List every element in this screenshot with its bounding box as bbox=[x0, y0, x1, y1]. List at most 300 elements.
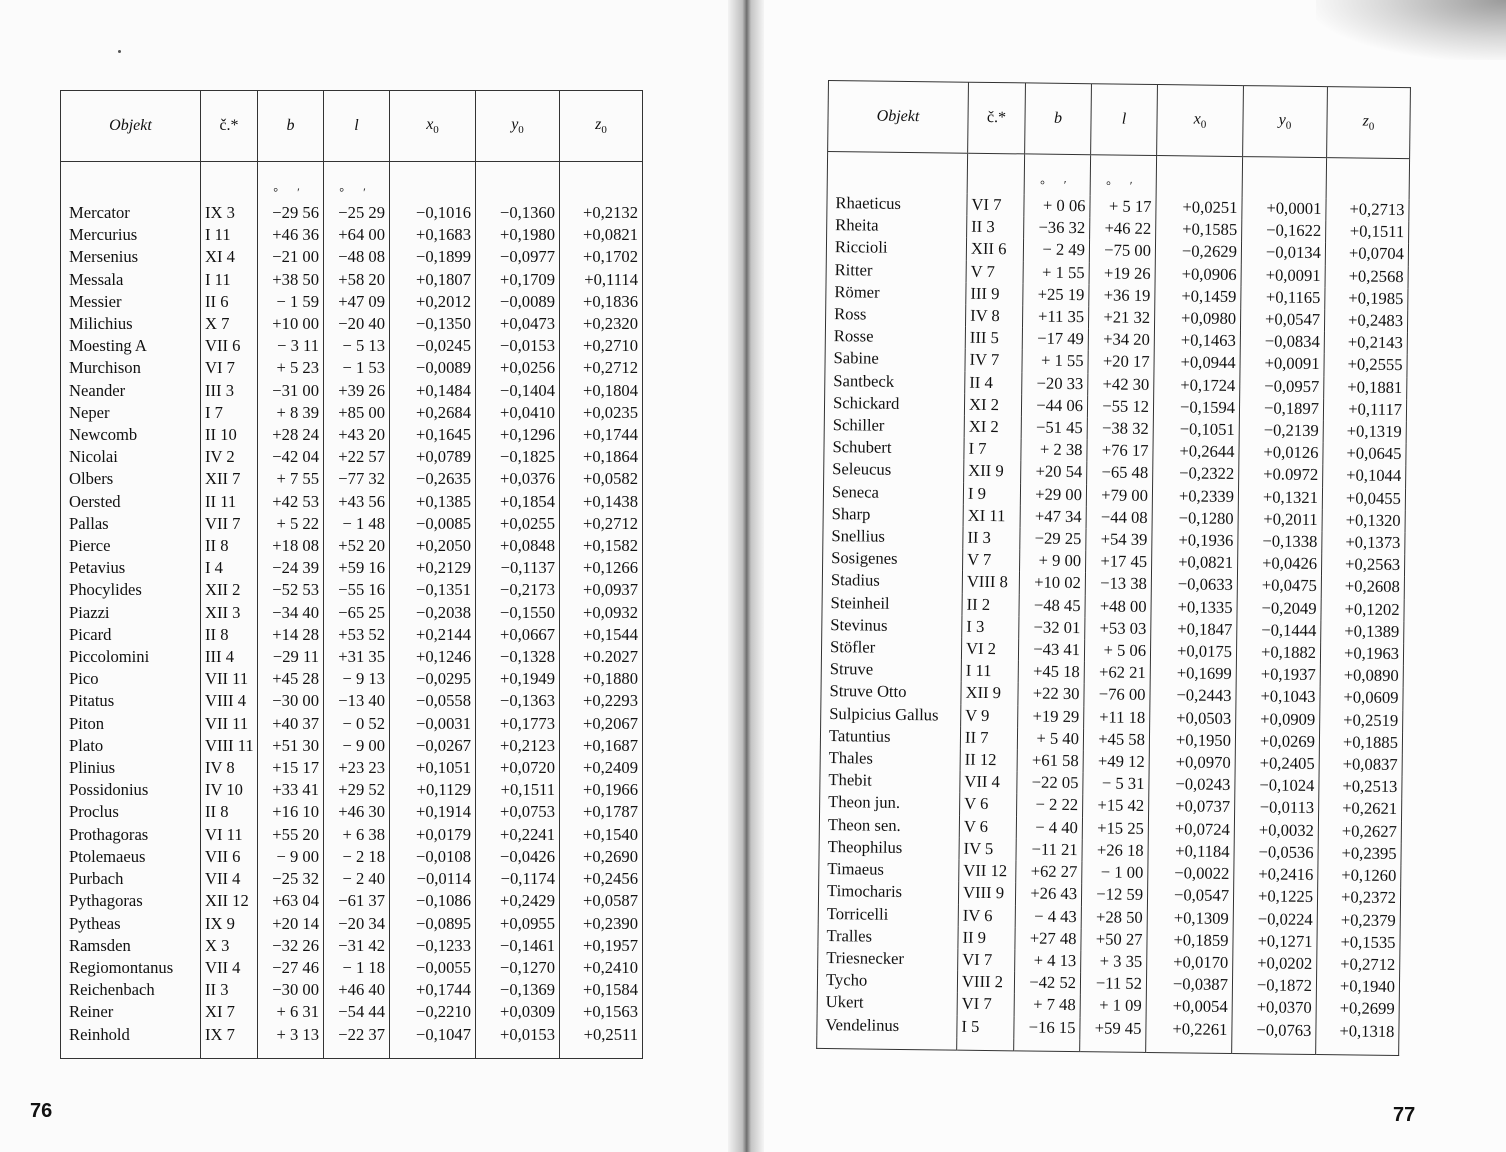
cell-b: −29 56 bbox=[258, 202, 324, 224]
cell-b: +11 35 bbox=[1022, 305, 1088, 328]
cell-l: +59 45 bbox=[1080, 1017, 1146, 1040]
col-l: l bbox=[324, 91, 390, 162]
cell-y0: +0,0091 bbox=[1241, 264, 1325, 287]
cell-l: +22 57 bbox=[324, 446, 390, 468]
cell-z0: +0,2511 bbox=[560, 1024, 643, 1046]
table-row bbox=[61, 357, 643, 379]
table-row bbox=[61, 757, 643, 779]
cell-cislo: IV 5 bbox=[959, 838, 1016, 861]
cell-cislo: IV 8 bbox=[965, 305, 1022, 328]
cell-l: −65 25 bbox=[324, 602, 390, 624]
cell-cislo: VIII 8 bbox=[962, 571, 1019, 594]
cell-y0: +0,1225 bbox=[1233, 885, 1317, 908]
cell-b: +28 24 bbox=[258, 424, 324, 446]
cell-l: +46 40 bbox=[324, 979, 390, 1001]
cell-cislo: XII 12 bbox=[201, 890, 258, 912]
cell-b: − 9 00 bbox=[258, 846, 324, 868]
cell-l: +11 18 bbox=[1084, 706, 1150, 729]
col-objekt: Objekt bbox=[828, 81, 969, 154]
cell-name: Ross bbox=[834, 304, 867, 324]
cell-cislo: VII 11 bbox=[201, 668, 258, 690]
cell-cislo: II 3 bbox=[967, 216, 1024, 239]
cell-z0: +0,1864 bbox=[560, 446, 643, 468]
cell-y0: +0,1321 bbox=[1238, 486, 1322, 509]
cell-z0: +0,1511 bbox=[1326, 220, 1409, 243]
cell-b: +15 17 bbox=[258, 757, 324, 779]
cell-z0: +0,2513 bbox=[1319, 775, 1402, 798]
cell-z0: +0,0235 bbox=[560, 402, 643, 424]
cell-z0: +0,1966 bbox=[560, 779, 643, 801]
cell-y0: +0,0753 bbox=[476, 801, 560, 823]
cell-z0: +0,2712 bbox=[560, 513, 643, 535]
cell-b: −17 49 bbox=[1022, 328, 1088, 351]
col-y0: $y_0$ bbox=[476, 91, 560, 162]
cell-x0: +0,0175 bbox=[1150, 640, 1236, 663]
cell-x0: +0,1335 bbox=[1151, 596, 1237, 619]
cell-l: +31 35 bbox=[324, 646, 390, 668]
cell-cislo: II 3 bbox=[963, 527, 1020, 550]
cell-b: +45 28 bbox=[258, 668, 324, 690]
cell-name: Mercurius bbox=[69, 225, 138, 245]
cell-b: +26 43 bbox=[1015, 883, 1081, 906]
cell-cislo: II 2 bbox=[962, 593, 1019, 616]
cell-b: −32 26 bbox=[258, 935, 324, 957]
cell-name: Ukert bbox=[825, 992, 864, 1012]
cell-b: +14 28 bbox=[258, 624, 324, 646]
cell-l: +49 12 bbox=[1083, 750, 1149, 773]
cell-cislo: X 3 bbox=[201, 935, 258, 957]
cell-x0: −0,1051 bbox=[1153, 418, 1239, 441]
cell-l: +46 22 bbox=[1090, 217, 1156, 240]
cell-z0: +0,1582 bbox=[560, 535, 643, 557]
cell-y0: −0,2139 bbox=[1239, 419, 1323, 442]
cell-z0: +0,1544 bbox=[560, 624, 643, 646]
table-row bbox=[61, 646, 643, 668]
cell-y0: −0,0113 bbox=[1235, 797, 1319, 820]
cell-x0: +0,1914 bbox=[390, 801, 476, 823]
cell-b: −30 00 bbox=[258, 979, 324, 1001]
cell-name: Theon sen. bbox=[827, 814, 901, 835]
cell-l: − 1 53 bbox=[324, 357, 390, 379]
cell-cislo: VI 11 bbox=[201, 824, 258, 846]
cell-y0: +0,1854 bbox=[476, 491, 560, 513]
cell-x0: +0,0821 bbox=[1151, 551, 1237, 574]
cell-x0: +0,1385 bbox=[390, 491, 476, 513]
cell-y0: −0,1338 bbox=[1238, 530, 1322, 553]
cell-cislo: VIII 9 bbox=[958, 882, 1015, 905]
book-gutter bbox=[728, 0, 764, 1152]
cell-z0: +0,1985 bbox=[1325, 287, 1408, 310]
cell-y0: −0,1872 bbox=[1232, 974, 1316, 997]
cell-b: +20 14 bbox=[258, 913, 324, 935]
cell-name: Milichius bbox=[69, 314, 133, 334]
cell-name: Mercator bbox=[69, 203, 130, 222]
cell-l: −38 32 bbox=[1087, 417, 1153, 440]
cell-x0: −0,0022 bbox=[1148, 862, 1234, 885]
cell-z0: +0,1540 bbox=[560, 824, 643, 846]
cell-y0: +0,2416 bbox=[1234, 863, 1318, 886]
cell-cislo: VII 12 bbox=[959, 860, 1016, 883]
cell-cislo: IV 7 bbox=[965, 349, 1022, 372]
cell-x0: +0,2684 bbox=[390, 402, 476, 424]
cell-z0: +0,2132 bbox=[560, 202, 643, 224]
cell-x0: −0,1280 bbox=[1152, 507, 1238, 530]
cell-l: −20 40 bbox=[324, 313, 390, 335]
cell-b: − 2 22 bbox=[1017, 794, 1083, 817]
cell-name: Riccioli bbox=[834, 237, 888, 258]
cell-l: +26 18 bbox=[1082, 839, 1148, 862]
cell-z0: +0,2608 bbox=[1321, 576, 1404, 599]
cell-y0: +0,0001 bbox=[1242, 197, 1326, 220]
cell-y0: −0,0536 bbox=[1234, 841, 1318, 864]
cell-z0: +0,1535 bbox=[1317, 931, 1400, 954]
col-z0: $z_0$ bbox=[1327, 87, 1411, 159]
table-header bbox=[828, 81, 1411, 159]
cell-z0: +0,1202 bbox=[1321, 598, 1404, 621]
cell-z0: +0,1687 bbox=[560, 735, 643, 757]
col-z0: $z_0$ bbox=[560, 91, 643, 162]
cell-cislo: XII 9 bbox=[961, 682, 1018, 705]
units-row bbox=[61, 162, 643, 203]
cell-b: −24 39 bbox=[258, 557, 324, 579]
cell-name: Timaeus bbox=[827, 859, 885, 879]
cell-l: − 1 00 bbox=[1082, 861, 1148, 884]
cell-z0: +0,0582 bbox=[560, 468, 643, 490]
cell-y0: +0,1882 bbox=[1236, 641, 1320, 664]
cell-l: −61 37 bbox=[324, 890, 390, 912]
cell-x0: −0,0895 bbox=[390, 913, 476, 935]
table-row bbox=[61, 446, 643, 468]
cell-cislo: V 7 bbox=[966, 260, 1023, 283]
cell-b: +55 20 bbox=[258, 824, 324, 846]
cell-y0: −0,0763 bbox=[1232, 1019, 1316, 1042]
cell-l: +42 30 bbox=[1088, 373, 1154, 396]
cell-cislo: VII 4 bbox=[201, 957, 258, 979]
cell-cislo: II 8 bbox=[201, 801, 258, 823]
cell-y0: −0,1363 bbox=[476, 690, 560, 712]
cell-cislo: II 4 bbox=[965, 371, 1022, 394]
cell-x0: −0,1351 bbox=[390, 579, 476, 601]
cell-l: +46 30 bbox=[324, 801, 390, 823]
cell-b: −42 04 bbox=[258, 446, 324, 468]
col-b: b bbox=[258, 91, 324, 162]
cell-z0: +0,2710 bbox=[560, 335, 643, 357]
cell-b: + 1 55 bbox=[1022, 350, 1088, 373]
cell-y0: −0,1369 bbox=[476, 979, 560, 1001]
cell-b: −31 00 bbox=[258, 380, 324, 402]
cell-z0: +0,1744 bbox=[560, 424, 643, 446]
cell-x0: +0,1585 bbox=[1156, 218, 1242, 241]
cell-y0: +0,0473 bbox=[476, 313, 560, 335]
cell-l: −75 00 bbox=[1089, 240, 1155, 263]
cell-x0: +0,1699 bbox=[1150, 662, 1236, 685]
cell-b: −52 53 bbox=[258, 579, 324, 601]
cell-name: Tatuntius bbox=[828, 725, 891, 746]
cell-x0: +0,1724 bbox=[1154, 374, 1240, 397]
cell-cislo: XII 2 bbox=[201, 579, 258, 601]
table-row bbox=[61, 913, 643, 935]
cell-y0: −0,2173 bbox=[476, 579, 560, 601]
cell-b: − 4 43 bbox=[1015, 905, 1081, 928]
cell-y0: +0,1511 bbox=[476, 779, 560, 801]
cell-cislo: I 11 bbox=[201, 269, 258, 291]
cell-x0: +0,1645 bbox=[390, 424, 476, 446]
cell-l: + 1 09 bbox=[1080, 994, 1146, 1017]
cell-name: Torricelli bbox=[826, 903, 889, 924]
cell-name: Pierce bbox=[69, 536, 111, 556]
cell-name: Tralles bbox=[826, 925, 873, 946]
cell-cislo: XII 3 bbox=[201, 602, 258, 624]
cell-name: Pitatus bbox=[69, 691, 115, 711]
cell-b: −16 15 bbox=[1014, 1016, 1080, 1039]
cell-x0: +0,2644 bbox=[1153, 440, 1239, 463]
cell-x0: +0,1246 bbox=[390, 646, 476, 668]
col-x0: $x_0$ bbox=[390, 91, 476, 162]
cell-z0: +0,1438 bbox=[560, 491, 643, 513]
scan-shadow bbox=[1316, 0, 1506, 60]
cell-cislo: IV 6 bbox=[958, 904, 1015, 927]
cell-b: −21 00 bbox=[258, 246, 324, 268]
cell-x0: −0,2443 bbox=[1150, 684, 1236, 707]
cell-cislo: XI 11 bbox=[963, 505, 1020, 528]
cell-cislo: II 12 bbox=[960, 749, 1017, 772]
cell-name: Reichenbach bbox=[69, 980, 155, 1000]
cell-z0: +0,2555 bbox=[1324, 354, 1407, 377]
cell-cislo: IV 2 bbox=[201, 446, 258, 468]
cell-x0: +0,1950 bbox=[1149, 729, 1235, 752]
table-row bbox=[61, 690, 643, 712]
cell-b: +27 48 bbox=[1015, 927, 1081, 950]
cell-name: Ptolemaeus bbox=[69, 846, 146, 866]
cell-cislo: VII 4 bbox=[960, 771, 1017, 794]
cell-y0: +0,0309 bbox=[476, 1001, 560, 1023]
cell-name: Plato bbox=[69, 735, 104, 755]
cell-l: − 1 18 bbox=[324, 957, 390, 979]
cell-cislo: II 10 bbox=[201, 424, 258, 446]
unit-b: ° ′ bbox=[258, 162, 324, 203]
table-row bbox=[61, 380, 643, 402]
cell-cislo: IX 9 bbox=[201, 913, 258, 935]
cell-x0: +0,0737 bbox=[1149, 795, 1235, 818]
cell-z0: +0,2390 bbox=[560, 913, 643, 935]
cell-x0: +0,2012 bbox=[390, 291, 476, 313]
cell-y0: +0,0848 bbox=[476, 535, 560, 557]
page-number: 76 bbox=[30, 1100, 53, 1122]
cell-l: +47 09 bbox=[324, 291, 390, 313]
cell-x0: +0,1859 bbox=[1147, 929, 1233, 952]
table-row bbox=[61, 313, 643, 335]
cell-name: Sabine bbox=[833, 348, 879, 369]
cell-y0: +0,0547 bbox=[1240, 308, 1324, 331]
cell-l: +19 26 bbox=[1089, 262, 1155, 285]
cell-cislo: I 11 bbox=[201, 224, 258, 246]
cell-x0: −0,0245 bbox=[390, 335, 476, 357]
cell-y0: +0,1949 bbox=[476, 668, 560, 690]
cell-b: −43 41 bbox=[1018, 638, 1084, 661]
cell-name: Struve Otto bbox=[829, 681, 907, 702]
cell-y0: −0,0153 bbox=[476, 335, 560, 357]
cell-y0: +0,1271 bbox=[1233, 930, 1317, 953]
cell-y0: +0,0667 bbox=[476, 624, 560, 646]
cell-z0: +0,2699 bbox=[1316, 997, 1399, 1020]
cell-b: +18 08 bbox=[258, 535, 324, 557]
cell-b: + 5 40 bbox=[1017, 727, 1083, 750]
cell-y0: +0,0426 bbox=[1237, 552, 1321, 575]
table-row bbox=[61, 291, 643, 313]
table-row bbox=[61, 801, 643, 823]
cell-cislo: III 3 bbox=[201, 380, 258, 402]
cell-y0: −0,1622 bbox=[1242, 219, 1326, 242]
cell-z0: +0,0932 bbox=[560, 602, 643, 624]
cell-y0: −0,0834 bbox=[1240, 330, 1324, 353]
cell-name: Sulpicius Gallus bbox=[829, 703, 939, 725]
cell-z0: +0,1044 bbox=[1323, 465, 1406, 488]
cell-y0: +0,1043 bbox=[1236, 686, 1320, 709]
cell-y0: +0,0202 bbox=[1233, 952, 1317, 975]
cell-y0: +0,2429 bbox=[476, 890, 560, 912]
cell-cislo: VII 11 bbox=[201, 713, 258, 735]
cell-z0: +0,2519 bbox=[1320, 709, 1403, 732]
cell-name: Picard bbox=[69, 624, 112, 644]
cell-y0: −0,1550 bbox=[476, 602, 560, 624]
cell-b: −25 32 bbox=[258, 868, 324, 890]
cell-b: +46 36 bbox=[258, 224, 324, 246]
cell-l: − 9 13 bbox=[324, 668, 390, 690]
cell-y0: +0,0032 bbox=[1234, 819, 1318, 842]
cell-name: Murchison bbox=[69, 358, 141, 378]
cell-z0: +0,2483 bbox=[1324, 309, 1407, 332]
cell-z0: +0,1881 bbox=[1324, 376, 1407, 399]
cell-x0: −0,0089 bbox=[390, 357, 476, 379]
cell-b: + 5 23 bbox=[258, 357, 324, 379]
cell-b: +51 30 bbox=[258, 735, 324, 757]
cell-b: − 3 11 bbox=[258, 335, 324, 357]
cell-y0: +0,0909 bbox=[1236, 708, 1320, 731]
table-row bbox=[61, 713, 643, 735]
cell-cislo: I 3 bbox=[962, 616, 1019, 639]
cell-name: Seleucus bbox=[832, 459, 892, 480]
table-row bbox=[61, 824, 643, 846]
cell-name: Piccolomini bbox=[69, 647, 150, 667]
cell-cislo: II 9 bbox=[958, 926, 1015, 949]
cell-z0: +0,1702 bbox=[560, 246, 643, 268]
cell-z0: +0,0645 bbox=[1323, 442, 1406, 465]
table-row bbox=[61, 202, 643, 224]
cell-y0: +0,1980 bbox=[476, 224, 560, 246]
cell-cislo: VIII 2 bbox=[957, 971, 1014, 994]
crater-table-right bbox=[816, 80, 1411, 1056]
cell-y0: −0,2049 bbox=[1237, 597, 1321, 620]
cell-l: +45 58 bbox=[1083, 728, 1149, 751]
table-row bbox=[61, 269, 643, 291]
cell-z0: +0,2410 bbox=[560, 957, 643, 979]
cell-z0: +0,1114 bbox=[560, 269, 643, 291]
cell-b: +20 54 bbox=[1021, 461, 1087, 484]
cell-cislo: XII 7 bbox=[201, 468, 258, 490]
cell-name: Pallas bbox=[69, 513, 109, 533]
cell-l: −48 08 bbox=[324, 246, 390, 268]
cell-l: +52 20 bbox=[324, 535, 390, 557]
cell-l: +15 42 bbox=[1083, 795, 1149, 818]
cell-name: Steinheil bbox=[830, 592, 890, 613]
cell-x0: +0,1744 bbox=[390, 979, 476, 1001]
cell-z0: +0,0587 bbox=[560, 890, 643, 912]
cell-l: +54 39 bbox=[1086, 528, 1152, 551]
cell-cislo: IV 10 bbox=[201, 779, 258, 801]
table-body-left bbox=[61, 162, 643, 1059]
cell-z0: +0,2713 bbox=[1326, 198, 1409, 221]
table-row bbox=[61, 846, 643, 868]
cell-l: − 2 40 bbox=[324, 868, 390, 890]
unit-l: ° ′ bbox=[1090, 155, 1156, 196]
cell-name: Nicolai bbox=[69, 447, 118, 467]
cell-x0: −0,1016 bbox=[390, 202, 476, 224]
cell-y0: +0,1165 bbox=[1241, 286, 1325, 309]
cell-x0: −0,2210 bbox=[390, 1001, 476, 1023]
cell-name: Triesnecker bbox=[826, 947, 905, 968]
cell-name: Piton bbox=[69, 713, 105, 733]
cell-cislo: VII 6 bbox=[201, 846, 258, 868]
cell-x0: −0,0387 bbox=[1146, 973, 1232, 996]
col-b: b bbox=[1025, 83, 1092, 155]
cell-y0: +0,0091 bbox=[1240, 352, 1324, 375]
cell-l: +21 32 bbox=[1088, 306, 1154, 329]
cell-y0: +0,0376 bbox=[476, 468, 560, 490]
table-row bbox=[61, 335, 643, 357]
cell-y0: −0,1461 bbox=[476, 935, 560, 957]
cell-l: −65 48 bbox=[1087, 462, 1153, 485]
cell-y0: +0,0256 bbox=[476, 357, 560, 379]
cell-b: +45 18 bbox=[1018, 661, 1084, 684]
cell-x0: −0,0547 bbox=[1147, 884, 1233, 907]
table-row bbox=[61, 957, 643, 979]
cell-b: −11 21 bbox=[1016, 838, 1082, 861]
cell-x0: +0,2144 bbox=[390, 624, 476, 646]
cell-x0: −0,1899 bbox=[390, 246, 476, 268]
cell-name: Stevinus bbox=[830, 614, 888, 635]
cell-name: Stöfler bbox=[829, 637, 876, 657]
cell-b: −48 45 bbox=[1019, 594, 1085, 617]
cell-name: Schubert bbox=[832, 437, 892, 458]
cell-l: − 5 13 bbox=[324, 335, 390, 357]
cell-z0: +0,1320 bbox=[1322, 509, 1405, 532]
cell-x0: −0,0085 bbox=[390, 513, 476, 535]
table-row bbox=[61, 424, 643, 446]
cell-l: +53 03 bbox=[1085, 617, 1151, 640]
cell-x0: +0,1683 bbox=[390, 224, 476, 246]
cell-name: Phocylides bbox=[69, 580, 142, 600]
col-objekt: Objekt bbox=[61, 91, 201, 162]
cell-x0: +0,0054 bbox=[1146, 995, 1232, 1018]
cell-name: Struve bbox=[829, 659, 874, 679]
cell-x0: +0,0251 bbox=[1156, 196, 1242, 219]
cell-cislo: IX 7 bbox=[201, 1024, 258, 1046]
cell-z0: +0,1957 bbox=[560, 935, 643, 957]
cell-l: +17 45 bbox=[1086, 550, 1152, 573]
cell-y0: −0,1444 bbox=[1237, 619, 1321, 642]
cell-cislo: X 7 bbox=[201, 313, 258, 335]
cell-y0: +0,0126 bbox=[1239, 441, 1323, 464]
cell-y0: −0,1360 bbox=[476, 202, 560, 224]
cell-x0: +0,1459 bbox=[1155, 285, 1241, 308]
cell-name: Purbach bbox=[69, 869, 124, 889]
cell-l: +58 20 bbox=[324, 269, 390, 291]
cell-x0: +0,0503 bbox=[1150, 707, 1236, 730]
cell-l: +76 17 bbox=[1087, 439, 1153, 462]
cell-name: Plinius bbox=[69, 758, 116, 778]
cell-l: −54 44 bbox=[324, 1001, 390, 1023]
cell-x0: +0,2129 bbox=[390, 557, 476, 579]
